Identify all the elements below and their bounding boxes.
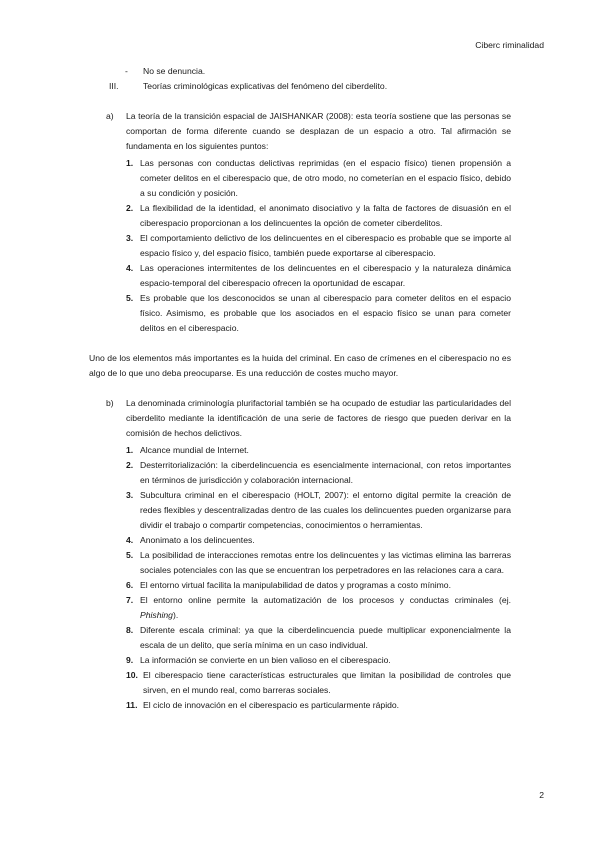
item-text-tail: ).: [172, 610, 179, 620]
item-number: 10.: [126, 670, 138, 680]
item-text: El entorno virtual facilita la manipulabilidad de datos y programas a costo mínimo.: [140, 580, 451, 590]
list-item: [126, 578, 511, 593]
item-text: La información se convierte en un bien valioso en el ciberespacio.: [140, 655, 391, 665]
list-item-b: [89, 396, 511, 713]
sublist-a: [126, 156, 511, 336]
item-text: El ciberespacio tiene características estructurales que limitan la posibilidad de controles que sirven, en el mundo real, como barreras sociales.: [143, 670, 511, 695]
item-text: La posibilidad de interacciones remotas entre los delincuentes y las victimas elimina las barreras sociales potenciales con las que se encuentran los perpetradores en las relaciones cara a cara.: [140, 550, 511, 575]
item-number: 6.: [126, 580, 134, 590]
dash-marker: -: [125, 66, 128, 76]
item-text: Diferente escala criminal: ya que la ciberdelincuencia puede multiplicar exponencialmente la escala de un delito, que sería mínima en un caso individual.: [140, 625, 511, 650]
list-item: [126, 261, 511, 291]
alpha-marker: a): [106, 111, 114, 121]
list-item: [126, 291, 511, 336]
list-item: [126, 201, 511, 231]
list-item: [126, 548, 511, 578]
item-number: 9.: [126, 655, 134, 665]
alpha-marker: b): [106, 398, 114, 408]
item-text: Las personas con conductas delictivas reprimidas (en el espacio físico) tienen propensión a cometer delitos en el ciberespacio que, de otro modo, no cometerían en el espacio físico, debido a su condición y posición.: [140, 158, 511, 198]
item-text: Es probable que los desconocidos se unan al ciberespacio para cometer delitos en el espacio físico. Asimismo, es probable que los asociados en el espacio físico se unan para cometer delitos en el ciberespacio.: [140, 293, 511, 333]
item-number: 5.: [126, 293, 134, 303]
item-text: Subcultura criminal en el ciberespacio (HOLT, 2007): el entorno digital permite la creación de redes flexibles y descentralizadas dentro de las cuales los delincuentes pueden organizarse para dividir el trabajo o compartir competencias, conocimientos o herramientas.: [140, 490, 511, 530]
bullet-no-denuncia: [89, 64, 511, 79]
item-number: 3.: [126, 233, 134, 243]
item-text: Las operaciones intermitentes de los delincuentes en el ciberespacio y la naturaleza dinámica espacio-temporal del ciberespacio ofrecen la oportunidad de escapar.: [140, 263, 511, 288]
roman-marker: III.: [109, 81, 119, 91]
item-text: Anonimato a los delincuentes.: [140, 535, 255, 545]
item-number: 7.: [126, 595, 134, 605]
item-number: 3.: [126, 490, 134, 500]
item-number: 2.: [126, 203, 134, 213]
item-number: 4.: [126, 535, 134, 545]
list-item: [126, 533, 511, 548]
list-item: [126, 623, 511, 653]
item-number: 2.: [126, 460, 134, 470]
item-italic-term: Phishing: [140, 610, 173, 620]
list-item-a: [89, 109, 511, 336]
item-text: El entorno online permite la automatización de los procesos y conductas criminales (ej.: [140, 595, 511, 605]
list-item: [126, 653, 511, 668]
list-item: [126, 488, 511, 533]
item-text: El ciclo de innovación en el ciberespacio es particularmente rápido.: [143, 700, 400, 710]
list-item: [126, 231, 511, 261]
sublist-b: [126, 443, 511, 713]
page-number: 2: [539, 790, 544, 800]
list-item: [126, 458, 511, 488]
item-text: Desterritorialización: la ciberdelincuencia es esencialmente internacional, con retos importantes en términos de jurisdicción y colaboración internacional.: [140, 460, 511, 485]
item-number: 1.: [126, 158, 134, 168]
section-heading-text: Teorías criminológicas explicativas del fenómeno del ciberdelito.: [143, 81, 388, 91]
list-item: [126, 668, 511, 698]
body-paragraph: Uno de los elementos más importantes es la huida del criminal. En caso de crímenes en el ciberespacio no es algo de lo que uno deba preocuparse. Es una reducción de costes mucho mayor.: [89, 353, 511, 378]
item-number: 8.: [126, 625, 134, 635]
list-item: [126, 698, 511, 713]
item-number: 5.: [126, 550, 134, 560]
item-text: La flexibilidad de la identidad, el anonimato disociativo y la falta de factores de disuasión en el ciberespacio proporcionan a los delincuentes la opción de cometer ciberdelitos.: [140, 203, 511, 228]
item-number: 11.: [126, 700, 138, 710]
list-item-b-text: La denominada criminología plurifactorial también se ha ocupado de estudiar las particularidades del ciberdelito mediante la identificación de una serie de factores de riesgo que pueden derivar en la comisión de hechos delictivos.: [126, 398, 511, 438]
list-item-a-text: La teoría de la transición espacial de JAISHANKAR (2008): esta teoría sostiene que las personas se comportan de forma diferente cuando se desplazan de un espacio a otro. Tal afirmación se fundamenta en los siguientes puntos:: [126, 111, 511, 151]
section-heading-iii: [89, 79, 511, 94]
list-item: [126, 443, 511, 458]
list-item: [126, 593, 511, 623]
item-number: 1.: [126, 445, 134, 455]
list-item: [126, 156, 511, 201]
item-text: El comportamiento delictivo de los delincuentes en el ciberespacio es probable que se importe al espacio físico y, del espacio físico, también puede exportarse al ciberespacio.: [140, 233, 511, 258]
item-text: Alcance mundial de Internet.: [140, 445, 249, 455]
page-content: [89, 64, 511, 713]
bullet-text: No se denuncia.: [143, 66, 206, 76]
running-header: Ciberc riminalidad: [475, 40, 544, 50]
item-number: 4.: [126, 263, 134, 273]
